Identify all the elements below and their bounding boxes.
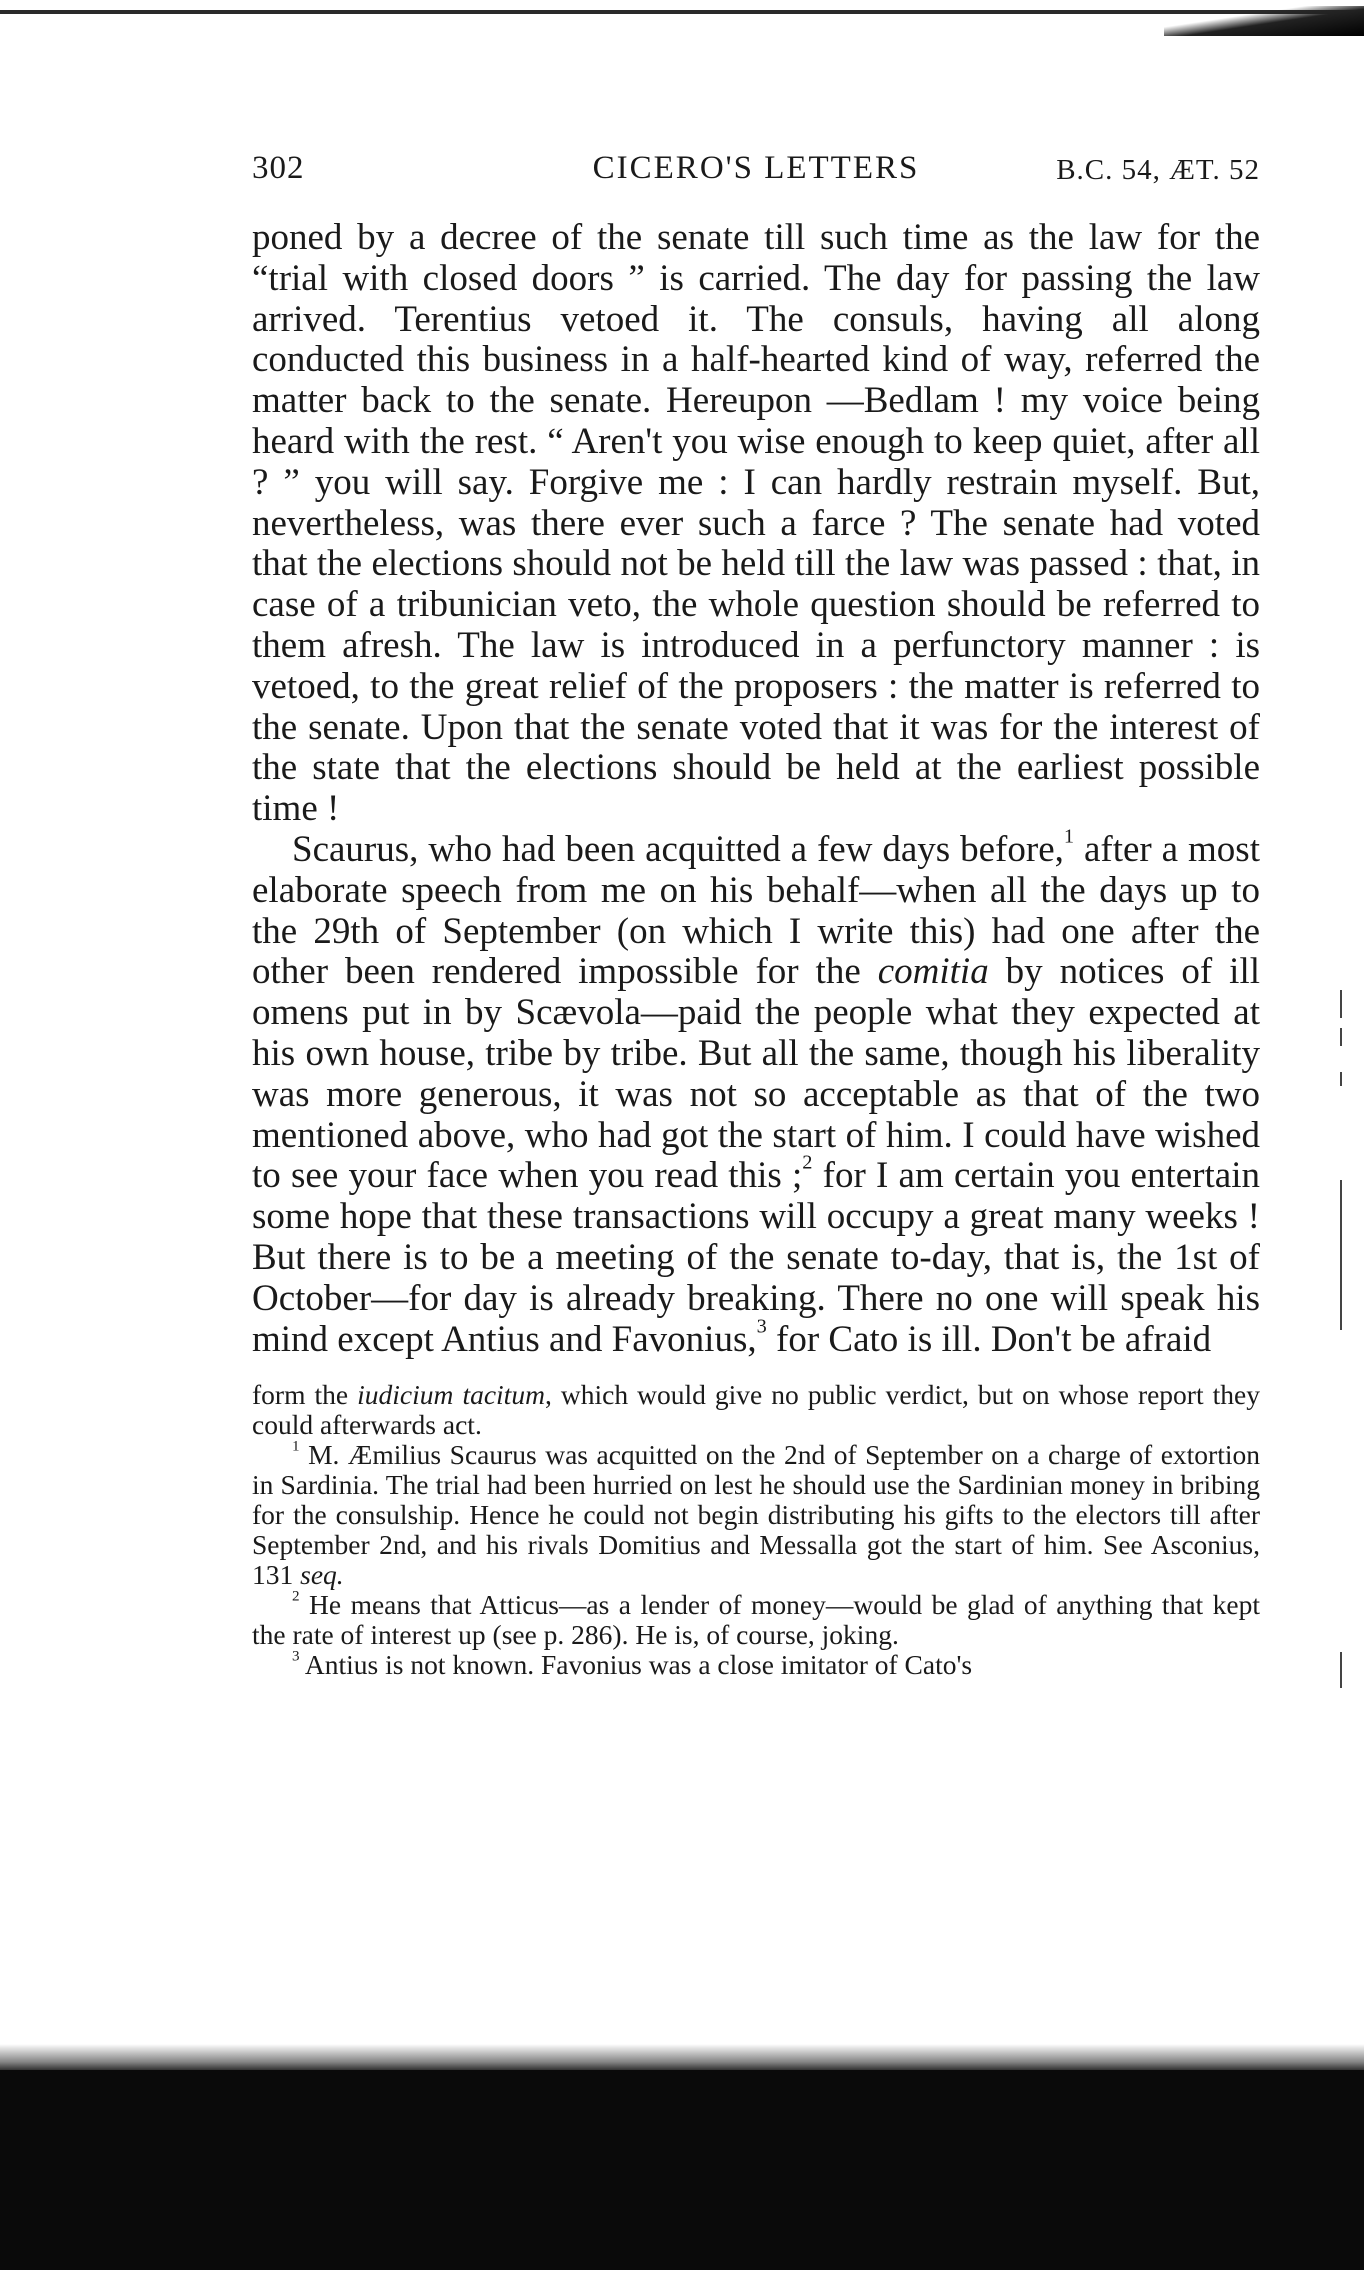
paragraph-2-part-c: by notices of ill omens put in by Scævola—paid the people what they expected at his own house, tribe by tribe. But all the same, though his liberality was more generous, it was not so acceptable as that of the two mentioned above, who had got the start of him. I could have wished to see your face when you read this ;	[252, 951, 1260, 1197]
page-number: 302	[252, 150, 305, 186]
scan-bottom-shadow	[0, 2070, 1364, 2270]
paragraph-2-italic-term: comitia	[877, 951, 989, 993]
footnote-3	[252, 1650, 1260, 1680]
footnote-continuation-b: , which would give no public verdict, but on whose report they could afterwards act.	[252, 1379, 1260, 1441]
margin-mark	[1340, 1180, 1342, 1330]
footnote-1-italic: seq.	[300, 1559, 344, 1591]
top-edge-shadow	[1164, 6, 1364, 36]
running-date: B.C. 54, ÆT. 52	[1056, 154, 1260, 186]
footnote-ref-1: 1	[1063, 825, 1075, 848]
footnote-ref-3: 3	[756, 1315, 767, 1338]
footnote-ref-2: 2	[802, 1152, 813, 1175]
margin-mark	[1340, 1072, 1342, 1086]
top-edge-rule	[0, 10, 1364, 14]
running-title: CICERO'S LETTERS	[592, 150, 920, 186]
margin-mark	[1340, 1028, 1342, 1046]
margin-marks	[1340, 990, 1350, 1690]
paragraph-2-part-a: Scaurus, who had been acquitted a few days before,	[292, 828, 1064, 870]
footnote-continuation-italic: iudicium tacitum	[357, 1379, 545, 1411]
footnote-2-number: 2	[292, 1588, 300, 1605]
paragraph-2-part-b: after a most elaborate speech from me on his behalf—when all the days up to the 29th of September (on which I write this) had one after the other been rendered impossible for the	[252, 828, 1260, 993]
footnote-3-text: Antius is not known. Favonius was a close imitator of Cato's	[299, 1649, 973, 1681]
footnote-continuation-a: form the	[252, 1379, 358, 1411]
footnote-1-text: M. Æmilius Scaurus was acquitted on the 2nd of September on a charge of extortion in Sardinia. The trial had been hurried on lest he should use the Sardinian money in bribing for the consulship. Hence he could not begin distributing his gifts to the electors till after September 2nd, and his rivals Domitius and Messalla got the start of him. See Asconius, 131	[252, 1439, 1260, 1591]
margin-mark	[1340, 1652, 1342, 1688]
footnotes	[252, 1380, 1260, 1680]
footnote-2	[252, 1590, 1260, 1650]
paragraph-2-part-e: for Cato is ill. Don't be afraid	[766, 1318, 1212, 1360]
margin-mark	[1340, 990, 1342, 1018]
footnote-1-number: 1	[292, 1438, 300, 1455]
running-head	[252, 140, 1260, 200]
footnote-1	[252, 1440, 1260, 1590]
paragraph-1: poned by a decree of the senate till such time as the law for the “trial with closed doors ” is carried. The day for passing the law arrived. Terentius vetoed it. The consuls, having all along conducted this business in a half-hearted kind of way, referred the matter back to the senate. Hereupon —Bedlam ! my voice being heard with the rest. “ Aren't you wise enough to keep quiet, after all ? ” you will say. Forgive me : I can hardly restrain myself. But, nevertheless, was there ever such a farce ? The senate had voted that the elections should not be held till the law was passed : that, in case of a tribunician veto, the whole question should be referred to them afresh. The law is introduced in a perfunctory manner : is vetoed, to the great relief of the proposers : the matter is referred to the senate. Upon that the senate voted that it was for the interest of the state that the elections should be held at the earliest possible time !	[252, 217, 1260, 830]
footnote-3-number: 3	[292, 1648, 300, 1665]
main-text	[252, 218, 1260, 1360]
footnote-2-text: He means that Atticus—as a lender of money—would be glad of anything that kept the rate of interest up (see p. 286). He is, of course, joking.	[252, 1589, 1260, 1651]
paragraph-2	[252, 825, 1260, 1360]
paragraph-2-part-d: for I am certain you entertain some hope that these transactions will occupy a great many weeks ! But there is to be a meeting of the senate to-day, that is, the 1st of October—for day is already breaking. There no one will speak his mind except Antius and Favonius,	[252, 1155, 1260, 1360]
book-page	[252, 140, 1260, 1680]
footnote-continuation	[252, 1380, 1260, 1440]
